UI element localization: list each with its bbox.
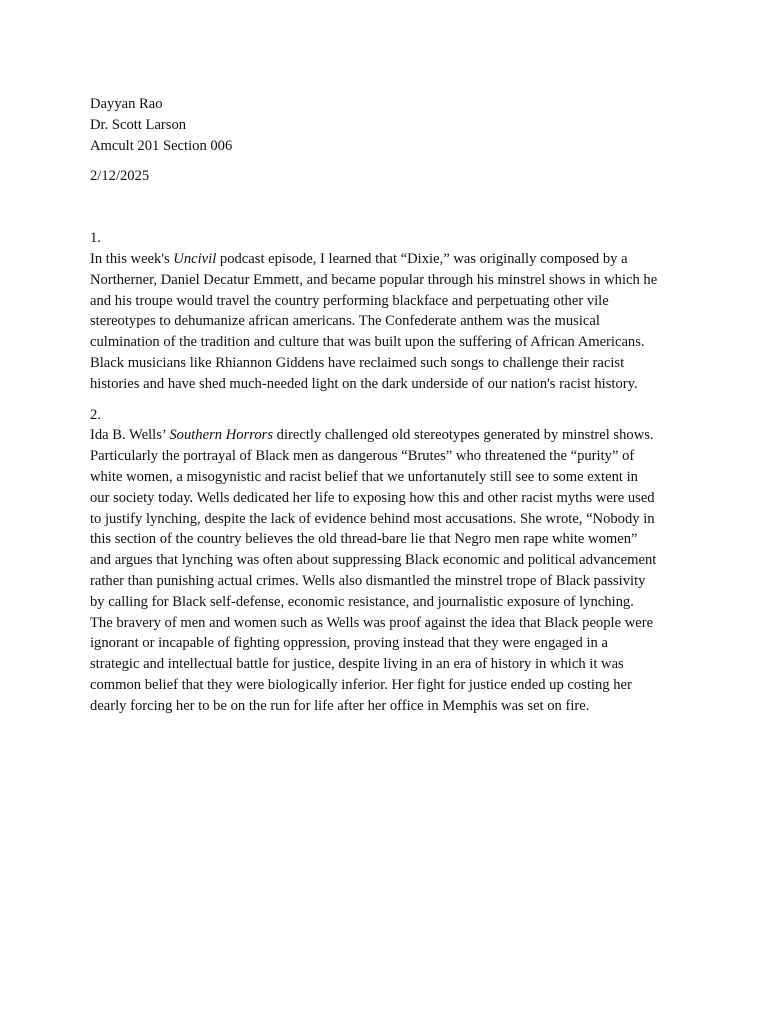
answer-2-line: to justify lynching, despite the lack of evidence behind most accusations. She wrote, “Nobody in [90, 510, 655, 527]
answer-1-line: Northerner, Daniel Decatur Emmett, and became popular through his minstrel shows in which he [90, 271, 658, 288]
answer-2 [90, 405, 690, 717]
document-page [90, 94, 690, 717]
answer-2-line: and argues that lynching was often about suppressing Black economic and political advancement [90, 552, 657, 569]
answer-1-line: Black musicians like Rhiannon Giddens have reclaimed such songs to challenge their racist [90, 354, 625, 371]
answer-2-line: ignorant or incapable of fighting oppression, proving instead that they were engaged in a [90, 635, 608, 652]
answer-1-line: and his troupe would travel the country performing blackface and perpetuating other vile [90, 292, 609, 309]
answer-1 [90, 228, 690, 394]
answer-2-line: white women, a misogynistic and racist belief that we unfortanutely still see to some extent in [90, 468, 638, 485]
answer-2-line: dearly forcing her to be on the run for life after her office in Memphis was set on fire. [90, 697, 590, 714]
answer-1-number: 1. [90, 230, 101, 247]
answer-2-line: strategic and intellectual battle for justice, despite living in an era of history in which it was [90, 656, 624, 673]
answer-2-number: 2. [90, 406, 101, 423]
answer-1-line: histories and have shed much-needed light on the dark underside of our nation's racist history. [90, 375, 638, 392]
answer-2-line: our society today. Wells dedicated her life to exposing how this and other racist myths were used [90, 489, 655, 506]
answer-1-line: culmination of the tradition and culture that was built upon the suffering of African Americans. [90, 334, 645, 351]
submission-date: 2/12/2025 [90, 168, 150, 185]
answer-1-line: In this week's Uncivil podcast episode, I learned that “Dixie,” was originally composed by a [90, 250, 628, 267]
answer-2-line: The bravery of men and women such as Wells was proof against the idea that Black people were [90, 614, 654, 631]
book-title: Southern Horrors [169, 427, 274, 444]
answer-2-line: Particularly the portrayal of Black men as dangerous “Brutes” who threatened the “purity” of [90, 448, 635, 465]
header-block [90, 94, 690, 187]
course-name: Amcult 201 Section 006 [90, 137, 233, 154]
answer-2-line: rather than punishing actual crimes. Wells also dismantled the minstrel trope of Black passivity [90, 572, 646, 589]
podcast-title: Uncivil [173, 250, 217, 267]
answer-2-line: common belief that they were biologically inferior. Her fight for justice ended up costing her [90, 676, 632, 693]
answer-2-line: Ida B. Wells’ Southern Horrors directly challenged old stereotypes generated by minstrel shows. [90, 427, 654, 444]
answer-2-line: this section of the country believes the old thread-bare lie that Negro men rape white women” [90, 531, 638, 548]
student-name: Dayyan Rao [90, 96, 163, 112]
instructor-name: Dr. Scott Larson [90, 116, 187, 133]
answer-1-line: stereotypes to dehumanize african americans. The Confederate anthem was the musical [90, 313, 600, 330]
answer-2-line: by calling for Black self-defense, economic resistance, and journalistic exposure of lynching. [90, 593, 634, 610]
